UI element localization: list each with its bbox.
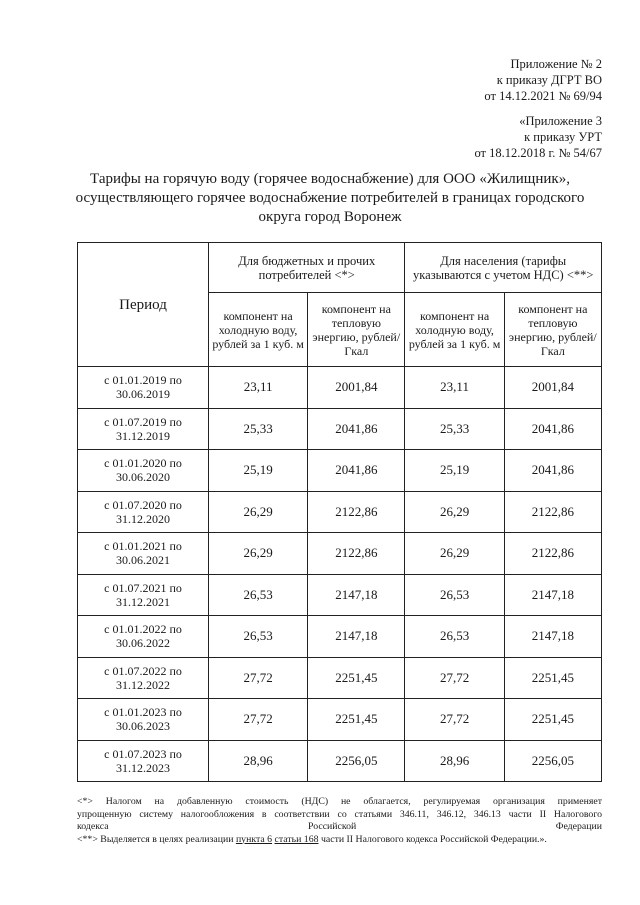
- orig-annex-line-1: «Приложение 3: [519, 114, 602, 128]
- budget-water-cell: 28,96: [209, 740, 308, 782]
- population-water-cell: 25,19: [405, 450, 504, 492]
- title-line-1: Тарифы на горячую воду (горячее водоснабжение) для ООО «Жилищник»,: [90, 171, 570, 187]
- population-heat-cell: 2001,84: [504, 367, 601, 409]
- tax-code-article-link[interactable]: статьи 168: [274, 833, 319, 845]
- budget-heat-cell: 2256,05: [308, 740, 405, 782]
- budget-water-cell: 27,72: [209, 699, 308, 741]
- period-cell: с 01.07.2021 по 31.12.2021: [78, 574, 209, 616]
- table-row: [78, 574, 602, 616]
- budget-water-cell: 26,29: [209, 491, 308, 533]
- population-water-cell: 25,33: [405, 408, 504, 450]
- budget-water-cell: 26,53: [209, 574, 308, 616]
- budget-heat-cell: 2147,18: [308, 574, 405, 616]
- period-header: Период: [78, 243, 209, 367]
- population-heat-cell: 2251,45: [504, 657, 601, 699]
- budget-consumers-header: Для бюджетных и прочих потребителей <*>: [209, 243, 405, 293]
- cold-water-component-header: компонент на холодную воду, рублей за 1 куб. м: [209, 293, 308, 367]
- footnote-1-line-2: упрощенную систему налогообложения в соответствии со статьями 346.11, 346.12, 346.13 части II Налогового: [77, 808, 602, 820]
- population-heat-cell: 2147,18: [504, 616, 601, 658]
- population-water-cell: 27,72: [405, 657, 504, 699]
- table-row: [78, 616, 602, 658]
- document-title: [60, 170, 600, 227]
- footnote-1-line-3: кодекса Российской Федерации: [77, 821, 602, 832]
- table-row: [78, 533, 602, 575]
- title-line-3: округа город Воронеж: [258, 209, 402, 225]
- annex-line-2: к приказу ДГРТ ВО: [496, 73, 602, 87]
- budget-water-cell: 25,19: [209, 450, 308, 492]
- period-cell: с 01.01.2022 по 30.06.2022: [78, 616, 209, 658]
- budget-heat-cell: 2251,45: [308, 699, 405, 741]
- period-cell: с 01.01.2021 по 30.06.2021: [78, 533, 209, 575]
- budget-water-cell: 23,11: [209, 367, 308, 409]
- original-annex-header: [474, 113, 602, 161]
- budget-heat-cell: 2147,18: [308, 616, 405, 658]
- population-heat-cell: 2256,05: [504, 740, 601, 782]
- population-water-cell: 28,96: [405, 740, 504, 782]
- tariff-table: [77, 242, 602, 782]
- footnotes: [77, 796, 602, 846]
- table-row: [78, 408, 602, 450]
- population-water-cell: 27,72: [405, 699, 504, 741]
- population-heat-cell: 2147,18: [504, 574, 601, 616]
- table-row: [78, 450, 602, 492]
- table-row: [78, 367, 602, 409]
- budget-heat-cell: 2041,86: [308, 408, 405, 450]
- population-heat-cell: 2251,45: [504, 699, 601, 741]
- table-row: [78, 491, 602, 533]
- period-cell: с 01.01.2019 по 30.06.2019: [78, 367, 209, 409]
- budget-heat-cell: 2122,86: [308, 533, 405, 575]
- orig-annex-line-3: от 18.12.2018 г. № 54/67: [474, 146, 602, 160]
- table-row: [78, 740, 602, 782]
- budget-water-cell: 26,29: [209, 533, 308, 575]
- budget-heat-cell: 2041,86: [308, 450, 405, 492]
- heat-energy-component-header: компонент на тепловую энергию, рублей/Гкал: [504, 293, 601, 367]
- footnote-2: [77, 834, 602, 847]
- period-cell: с 01.07.2023 по 31.12.2023: [78, 740, 209, 782]
- heat-energy-component-header: компонент на тепловую энергию, рублей/Гкал: [308, 293, 405, 367]
- period-cell: с 01.07.2019 по 31.12.2019: [78, 408, 209, 450]
- table-row: [78, 657, 602, 699]
- population-water-cell: 26,29: [405, 491, 504, 533]
- period-cell: с 01.07.2022 по 31.12.2022: [78, 657, 209, 699]
- period-cell: с 01.01.2020 по 30.06.2020: [78, 450, 209, 492]
- population-heat-cell: 2041,86: [504, 450, 601, 492]
- annex-header: [484, 56, 602, 104]
- population-water-cell: 26,53: [405, 574, 504, 616]
- population-water-cell: 26,53: [405, 616, 504, 658]
- population-water-cell: 23,11: [405, 367, 504, 409]
- annex-line-3: от 14.12.2021 № 69/94: [484, 89, 602, 103]
- budget-water-cell: 25,33: [209, 408, 308, 450]
- orig-annex-line-2: к приказу УРТ: [524, 130, 602, 144]
- budget-water-cell: 27,72: [209, 657, 308, 699]
- period-cell: с 01.07.2020 по 31.12.2020: [78, 491, 209, 533]
- footnote-2-suffix: части II Налогового кодекса Российской Федерации.».: [318, 833, 547, 845]
- population-heat-cell: 2122,86: [504, 533, 601, 575]
- budget-heat-cell: 2122,86: [308, 491, 405, 533]
- population-header: Для населения (тарифы указываются с учетом НДС) <**>: [405, 243, 602, 293]
- footnote-2-prefix: <**> Выделяется в целях реализации: [77, 833, 236, 845]
- table-row: [78, 699, 602, 741]
- tax-code-point-link[interactable]: пункта 6: [235, 833, 273, 845]
- annex-line-1: Приложение № 2: [510, 57, 602, 71]
- population-heat-cell: 2041,86: [504, 408, 601, 450]
- title-line-2: осуществляющего горячее водоснабжение потребителей в границах городского: [75, 190, 585, 206]
- budget-water-cell: 26,53: [209, 616, 308, 658]
- cold-water-component-header: компонент на холодную воду, рублей за 1 куб. м: [405, 293, 504, 367]
- period-cell: с 01.01.2023 по 30.06.2023: [78, 699, 209, 741]
- budget-heat-cell: 2251,45: [308, 657, 405, 699]
- budget-heat-cell: 2001,84: [308, 367, 405, 409]
- footnote-1-line-1: <*> Налогом на добавленную стоимость (НДС) не облагается, регулируемая организация применяет: [77, 796, 602, 807]
- population-water-cell: 26,29: [405, 533, 504, 575]
- population-heat-cell: 2122,86: [504, 491, 601, 533]
